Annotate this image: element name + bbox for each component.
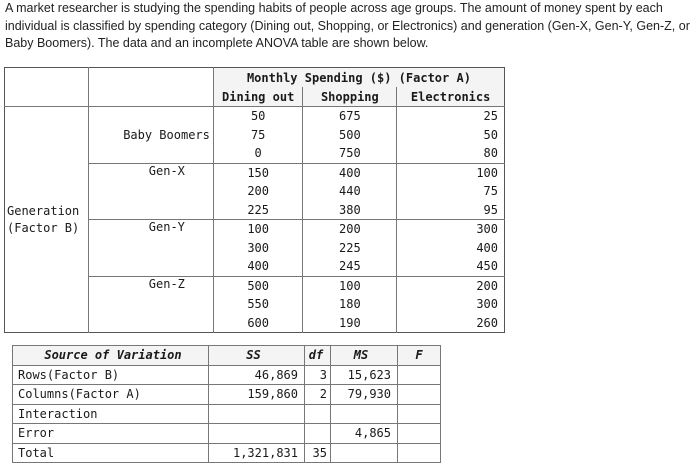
anova-row-columns — [13, 385, 441, 405]
cell-value: 600 — [213, 314, 303, 333]
header-source-of-variation: Source of Variation — [13, 346, 209, 366]
cell-value: 150 — [213, 163, 303, 182]
cell-value: 200 — [303, 220, 397, 239]
header-df: df — [305, 346, 331, 366]
cell-value: 400 — [213, 257, 303, 276]
cell-value: 75 — [213, 126, 303, 145]
cell-value: 200 — [397, 276, 505, 295]
factor-a-header: Monthly Spending ($) (Factor A) — [213, 68, 504, 88]
factor-b-label: Generation (Factor B) — [5, 107, 89, 333]
anova-row-rows — [13, 365, 441, 385]
group-label-gen-y: Gen-Y — [88, 220, 213, 277]
header-f: F — [398, 346, 441, 366]
cell-value: 400 — [303, 163, 397, 182]
cell-value: 500 — [303, 126, 397, 145]
cell-value: 50 — [483, 127, 498, 142]
header-ss: SS — [209, 346, 305, 366]
f-value — [398, 404, 441, 424]
cell-value: 500 — [213, 276, 303, 295]
ss-value — [209, 424, 305, 444]
header-row-categories — [5, 87, 505, 107]
cell-value: 25 — [397, 107, 505, 126]
cell-value: 225 — [213, 201, 303, 220]
header-ms: MS — [331, 346, 398, 366]
ss-value: 159,860 — [209, 385, 305, 405]
ss-value: 1,321,831 — [209, 443, 305, 463]
cell-value: 0 — [213, 144, 303, 163]
df-value — [305, 404, 331, 424]
cell-value: 440 — [303, 182, 397, 201]
anova-row-total — [13, 443, 441, 463]
ms-value — [331, 404, 398, 424]
f-value — [398, 443, 441, 463]
cell-value: 550 — [213, 295, 303, 314]
column-header-dining-out: Dining out — [213, 87, 303, 107]
f-value — [398, 365, 441, 385]
column-header-shopping: Shopping — [303, 87, 397, 107]
ms-value — [331, 443, 398, 463]
ms-value: 79,930 — [331, 385, 398, 405]
anova-header-row — [13, 346, 441, 366]
table-row — [5, 107, 505, 126]
source-label: Interaction — [13, 404, 209, 424]
cell-value: 200 — [213, 182, 303, 201]
cell-value: 80 — [483, 146, 498, 161]
cell-value: 100 — [397, 163, 505, 182]
df-value: 2 — [305, 385, 331, 405]
df-value: 3 — [305, 365, 331, 385]
group-label-baby-boomers: Baby Boomers — [88, 107, 213, 164]
group-label-gen-z: Gen-Z — [88, 276, 213, 333]
cell-value: 450 — [476, 259, 498, 274]
cell-value: 180 — [303, 295, 397, 314]
cell-value: 95 — [483, 202, 498, 217]
cell-value: 225 — [303, 239, 397, 258]
group-label-gen-x: Gen-X — [88, 163, 213, 220]
cell-value: 400 — [476, 240, 498, 255]
cell-value: 100 — [213, 220, 303, 239]
header-row-factor-a — [5, 68, 505, 88]
anova-table — [12, 345, 441, 463]
cell-value: 300 — [397, 220, 505, 239]
source-label: Total — [13, 443, 209, 463]
ms-value: 15,623 — [331, 365, 398, 385]
cell-value: 300 — [213, 239, 303, 258]
source-label: Rows(Factor B) — [13, 365, 209, 385]
problem-statement: A market researcher is studying the spending habits of people across age groups. The amount of money spent by each individual is classified by spending category (Dining out, Shopping, or Electronics) and generation (Gen-X, Gen-Y, Gen-Z, or Baby Boomers). The data and an incomplete ANOVA table are shown below. — [5, 1, 690, 51]
source-label: Error — [13, 424, 209, 444]
source-label: Columns(Factor A) — [13, 385, 209, 405]
column-header-electronics: Electronics — [397, 87, 505, 107]
anova-row-error — [13, 424, 441, 444]
cell-value: 75 — [483, 184, 498, 199]
cell-value: 300 — [476, 297, 498, 312]
ss-value: 46,869 — [209, 365, 305, 385]
ms-value: 4,865 — [331, 424, 398, 444]
cell-value: 190 — [303, 314, 397, 333]
cell-value: 750 — [303, 144, 397, 163]
ss-value — [209, 404, 305, 424]
cell-value: 100 — [303, 276, 397, 295]
cell-value: 50 — [213, 107, 303, 126]
df-value — [305, 424, 331, 444]
anova-row-interaction — [13, 404, 441, 424]
df-value: 35 — [305, 443, 331, 463]
cell-value: 380 — [303, 201, 397, 220]
spending-data-table — [4, 67, 505, 333]
f-value — [398, 385, 441, 405]
cell-value: 675 — [303, 107, 397, 126]
cell-value: 260 — [476, 315, 498, 330]
cell-value: 245 — [303, 257, 397, 276]
f-value — [398, 424, 441, 444]
